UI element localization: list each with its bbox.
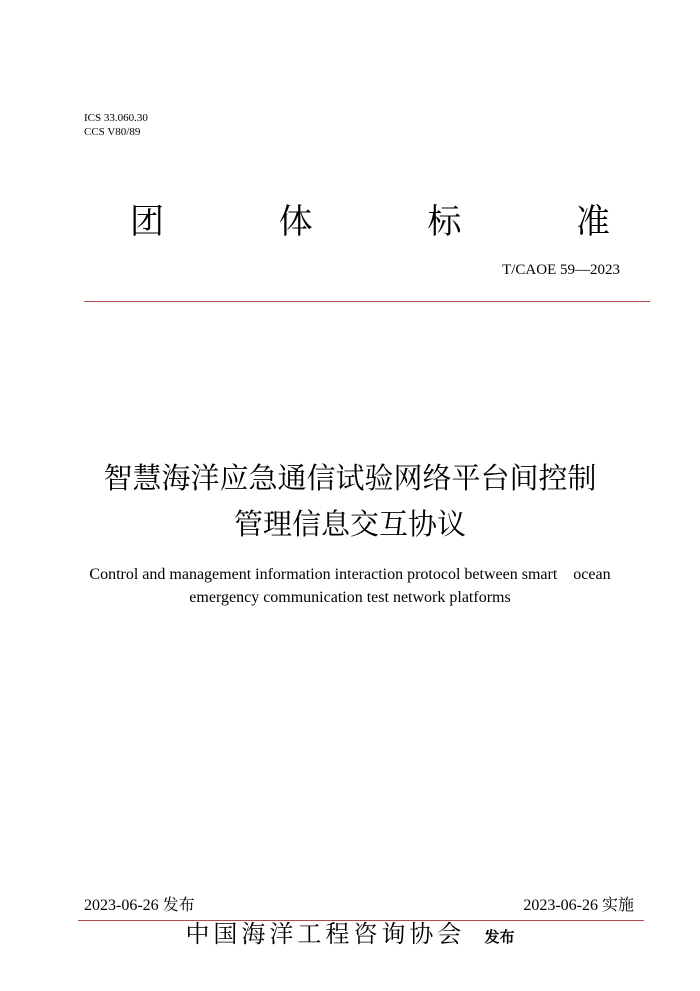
publish-date: 2023-06-26 [84, 897, 159, 914]
publisher-line [0, 914, 700, 949]
implement-date-line [523, 892, 634, 915]
doc-type-char: 准 [575, 202, 610, 242]
english-title-line-1: Control and management information interaction protocol between smart ocean [89, 566, 611, 583]
english-title-line-2: emergency communication test network platforms [189, 589, 511, 606]
ccs-code: CCS V80/89 [84, 126, 141, 138]
implement-label: 实施 [601, 895, 634, 914]
standard-number: T/CAOE 59—2023 [502, 262, 620, 278]
doc-type-char: 标 [427, 202, 462, 242]
header-divider [84, 301, 650, 302]
publisher-suffix: 发布 [484, 928, 515, 946]
publish-label: 发布 [162, 895, 195, 914]
classification-codes [84, 111, 148, 139]
publisher-name: 中国海洋工程咨询协会 [185, 920, 466, 948]
publish-date-line [84, 892, 195, 915]
chinese-title-line-2: 管理信息交互协议 [233, 507, 466, 541]
english-title [40, 563, 660, 609]
chinese-title [0, 455, 700, 547]
document-type-heading [130, 200, 610, 244]
ics-code: ICS 33.060.30 [84, 112, 148, 124]
doc-type-char: 体 [278, 202, 313, 242]
doc-type-char: 团 [130, 202, 164, 242]
chinese-title-line-1: 智慧海洋应急通信试验网络平台间控制 [103, 461, 597, 495]
implement-date: 2023-06-26 [523, 897, 598, 914]
